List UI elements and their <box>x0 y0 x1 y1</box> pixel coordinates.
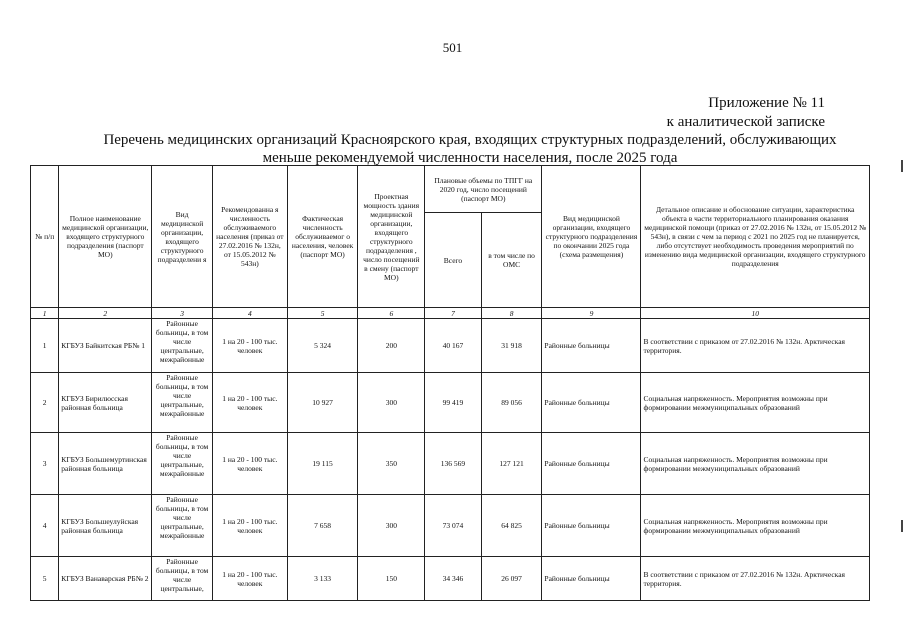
organization-type-text: Районные больницы, в том числе центральные, межрайонные <box>155 495 209 540</box>
header-col-8: в том числе по ОМС <box>481 213 542 308</box>
organization-type-text: Районные больницы, в том числе центральные, межрайонные <box>155 319 209 364</box>
row-number: 3 <box>31 433 59 495</box>
header-col-10: Детальное описание и обоснование ситуации, характеристика объекта в части территориального планирования оказания медицинской помощи (приказ от 27.02.2016 № 132н, от 15.05.2012 № 543н), в связи с чем за период с 2021 по 2025 год не планируется, либо отсутствует необходимость проведения мероприятий по изменению вида медицинской организации, входящего структурного подразделения <box>641 166 870 308</box>
scan-edge-mark <box>901 520 903 532</box>
organization-name: КГБУЗ Большеулуйская районная больница <box>59 495 152 557</box>
planned-visits-total: 40 167 <box>425 319 482 373</box>
organization-name: КГБУЗ Большемуртинская районная больница <box>59 433 152 495</box>
scan-edge-mark <box>901 160 903 172</box>
actual-population: 19 115 <box>287 433 358 495</box>
title-line-1: Перечень медицинских организаций Красноярского края, входящих структурных подразделений, обслуживающих <box>103 132 837 148</box>
situation-description: Социальная напряженность. Мероприятия возможны при формировании межмуниципальных образований <box>641 373 870 433</box>
actual-population: 3 133 <box>287 557 358 601</box>
design-capacity: 200 <box>358 319 425 373</box>
organization-type <box>152 495 213 557</box>
organization-type <box>152 433 213 495</box>
table-row <box>31 433 870 495</box>
col-number: 6 <box>358 308 425 319</box>
situation-description: Социальная напряженность. Мероприятия возможны при формировании межмуниципальных образований <box>641 495 870 557</box>
organization-type-text: Районные больницы, в том числе центральные, <box>155 557 209 593</box>
organization-type-text: Районные больницы, в том числе центральные, межрайонные <box>155 373 209 418</box>
recommended-population: 1 на 20 - 100 тыс. человек <box>212 433 287 495</box>
organization-type <box>152 557 213 601</box>
recommended-population: 1 на 20 - 100 тыс. человек <box>212 495 287 557</box>
actual-population: 5 324 <box>287 319 358 373</box>
header-col-6: Проектная мощность здания медицинской организации, входящего структурного подразделения , число посещений в смену (паспорт МО) <box>358 166 425 308</box>
situation-description: Социальная напряженность. Мероприятия возможны при формировании межмуниципальных образований <box>641 433 870 495</box>
planned-visits-oms: 127 121 <box>481 433 542 495</box>
design-capacity: 300 <box>358 495 425 557</box>
situation-description: В соответствии с приказом от 27.02.2016 № 132н. Арктическая территория. <box>641 319 870 373</box>
recommended-population: 1 на 20 - 100 тыс. человек <box>212 557 287 601</box>
future-organization-type: Районные больницы <box>542 373 641 433</box>
organization-name: КГБУЗ Бирилюсская районная больница <box>59 373 152 433</box>
col-number: 5 <box>287 308 358 319</box>
header-group-volumes: Плановые объемы по ТПГГ на 2020 год, число посещений (паспорт МО) <box>425 166 542 213</box>
col-number: 4 <box>212 308 287 319</box>
future-organization-type: Районные больницы <box>542 433 641 495</box>
header-col-5: Фактическая численность обслуживаемог о населения, человек (паспорт МО) <box>287 166 358 308</box>
planned-visits-total: 34 346 <box>425 557 482 601</box>
appendix-line-2: к аналитической записке <box>666 114 825 130</box>
col-number: 8 <box>481 308 542 319</box>
row-number: 1 <box>31 319 59 373</box>
header-col-2: Полное наименование медицинской организации, входящего структурного подразделения (паспорт МО) <box>59 166 152 308</box>
col-number: 9 <box>542 308 641 319</box>
planned-visits-oms: 89 056 <box>481 373 542 433</box>
organization-type <box>152 319 213 373</box>
actual-population: 10 927 <box>287 373 358 433</box>
header-col-7: Всего <box>425 213 482 308</box>
col-number: 2 <box>59 308 152 319</box>
header-col-3: Вид медицинской организации, входящего структурного подразделени я <box>152 166 213 308</box>
appendix-heading <box>667 94 825 132</box>
row-number: 2 <box>31 373 59 433</box>
table-row <box>31 319 870 373</box>
col-number: 7 <box>425 308 482 319</box>
column-number-row <box>31 308 870 319</box>
future-organization-type: Районные больницы <box>542 319 641 373</box>
planned-visits-oms: 26 097 <box>481 557 542 601</box>
page-number: 501 <box>442 40 463 55</box>
future-organization-type: Районные больницы <box>542 557 641 601</box>
organization-type <box>152 373 213 433</box>
organization-name: КГБУЗ Байкитская РБ№ 1 <box>59 319 152 373</box>
planned-visits-total: 136 569 <box>425 433 482 495</box>
title-line-2: меньше рекомендуемой численности населения, после 2025 года <box>262 150 678 166</box>
organization-name: КГБУЗ Ванаварская РБ№ 2 <box>59 557 152 601</box>
document-title <box>90 131 850 167</box>
col-number: 10 <box>641 308 870 319</box>
planned-visits-total: 99 419 <box>425 373 482 433</box>
col-number: 3 <box>152 308 213 319</box>
header-col-1: № п/п <box>31 166 59 308</box>
planned-visits-oms: 64 825 <box>481 495 542 557</box>
recommended-population: 1 на 20 - 100 тыс. человек <box>212 319 287 373</box>
header-col-4: Рекомендованна я численность обслуживаемого населения (приказ от 27.02.2016 № 132н, от 15.05.2012 № 543н) <box>212 166 287 308</box>
col-number: 1 <box>31 308 59 319</box>
row-number: 5 <box>31 557 59 601</box>
situation-description: В соответствии с приказом от 27.02.2016 № 132н. Арктическая территория. <box>641 557 870 601</box>
header-col-9: Вид медицинской организации, входящего структурного подразделения по окончании 2025 года (схема размещения) <box>542 166 641 308</box>
planned-visits-oms: 31 918 <box>481 319 542 373</box>
table-row <box>31 557 870 601</box>
actual-population: 7 658 <box>287 495 358 557</box>
recommended-population: 1 на 20 - 100 тыс. человек <box>212 373 287 433</box>
organizations-table <box>30 165 870 601</box>
future-organization-type: Районные больницы <box>542 495 641 557</box>
table-row <box>31 373 870 433</box>
organization-type-text: Районные больницы, в том числе центральные, межрайонные <box>155 433 209 478</box>
design-capacity: 350 <box>358 433 425 495</box>
table-row <box>31 495 870 557</box>
design-capacity: 300 <box>358 373 425 433</box>
design-capacity: 150 <box>358 557 425 601</box>
row-number: 4 <box>31 495 59 557</box>
appendix-line-1: Приложение № 11 <box>708 95 825 111</box>
planned-visits-total: 73 074 <box>425 495 482 557</box>
